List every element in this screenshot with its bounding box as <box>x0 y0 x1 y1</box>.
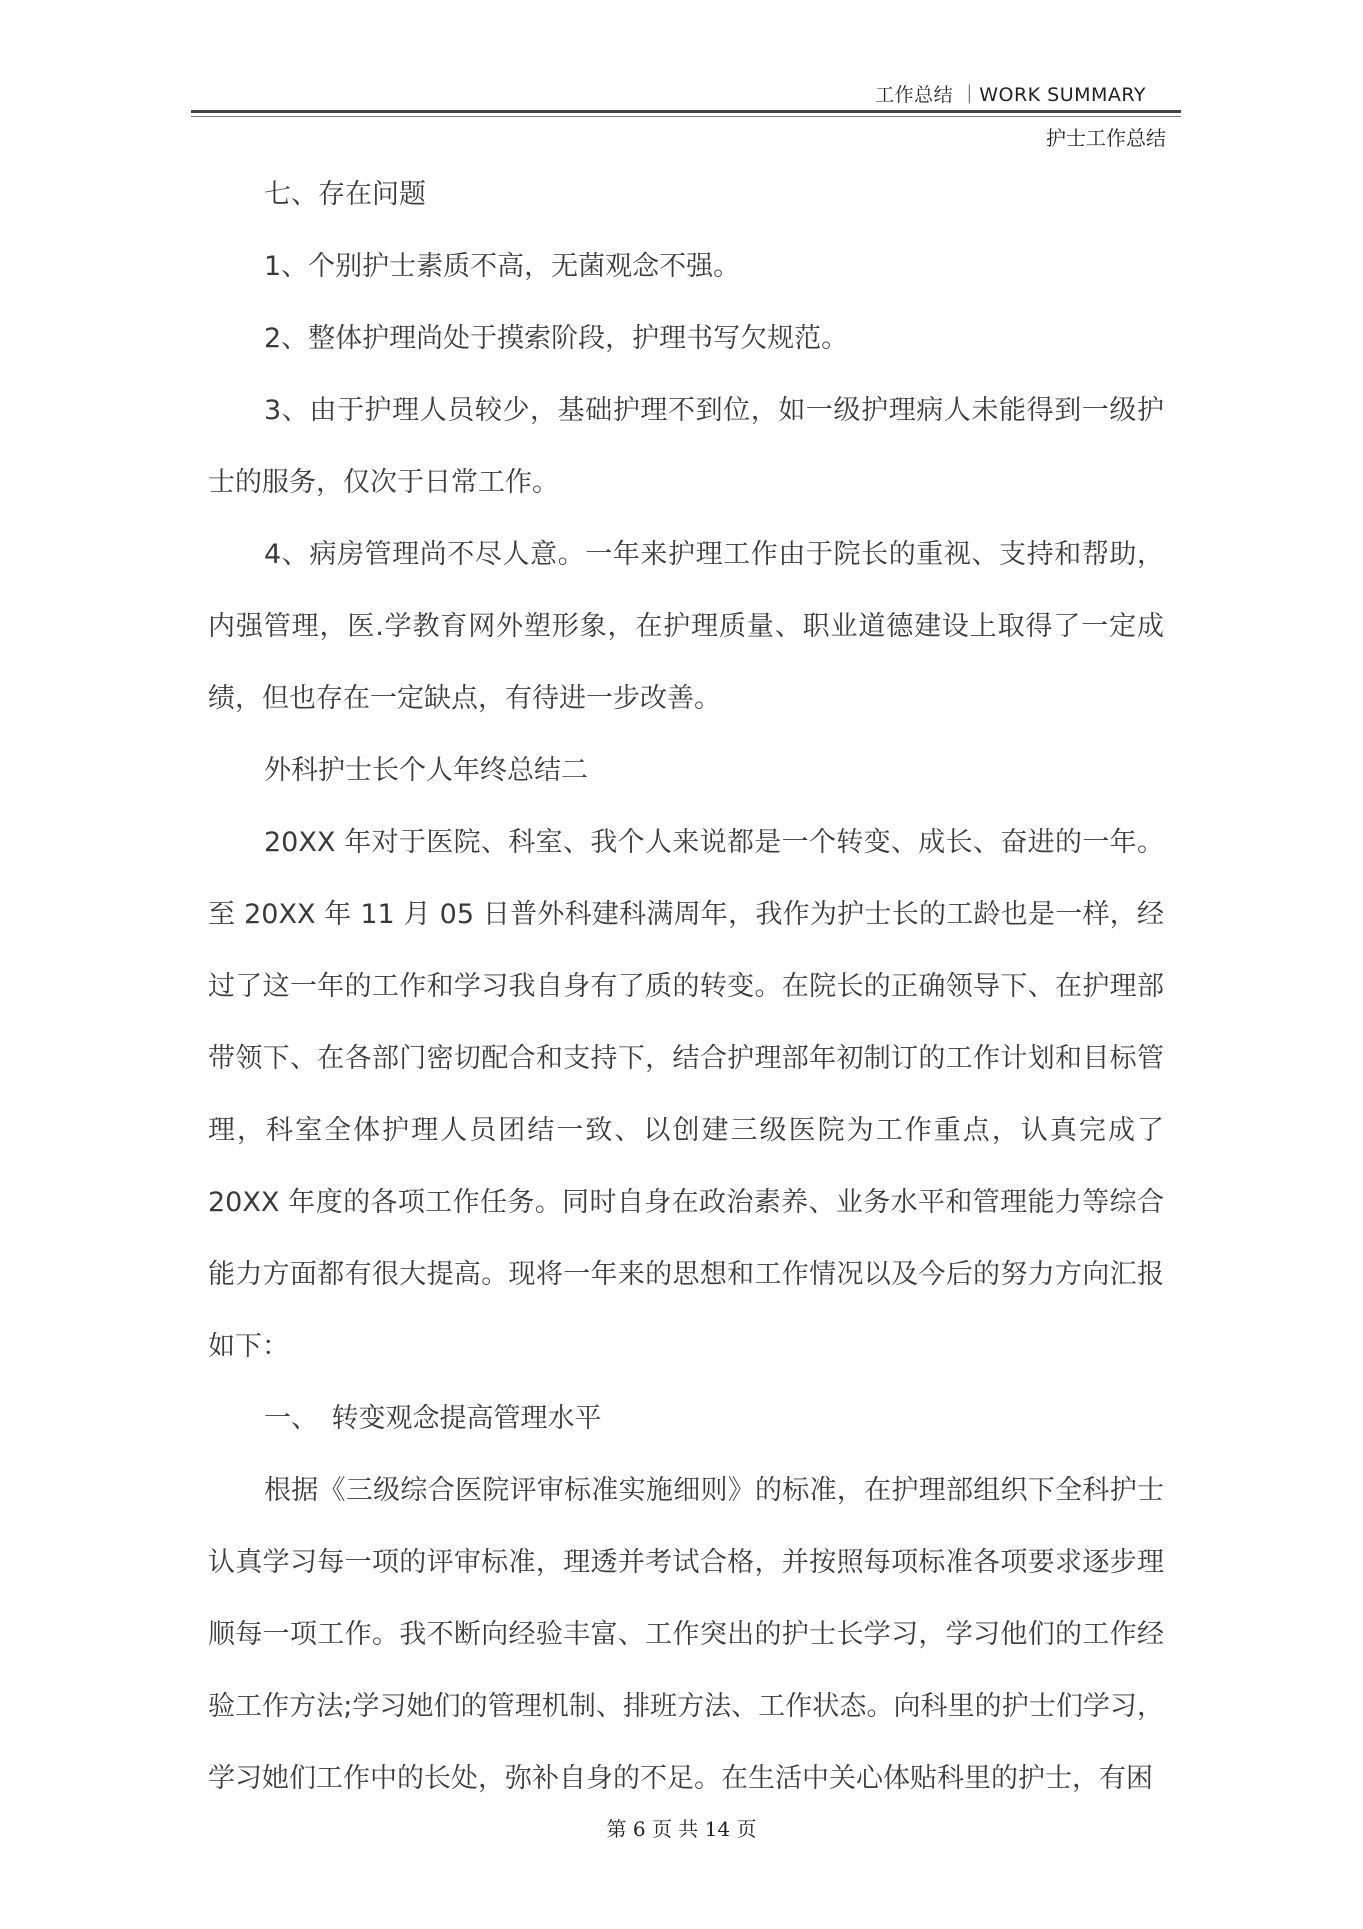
header-rule-thin <box>191 116 1181 117</box>
paragraph-intro: 20XX 年对于医院、科室、我个人来说都是一个转变、成长、奋进的一年。至 20XX 年 11 月 05 日普外科建科满周年，我作为护士长的工龄也是一样，经过了这一年的工作和学习我自身有了质的转变。在院长的正确领导下、在护理部带领下、在各部门密切配合和支持下，结合护理部年初制订的工作计划和目标管理，科室全体护理人员团结一致、以创建三级医院为工作重点，认真完成了 20XX 年度的各项工作任务。同时自身在政治素养、业务水平和管理能力等综合能力方面都有很大提高。现将一年来的思想和工作情况以及今后的努力方向汇报如下： <box>208 827 1164 1362</box>
header-subtitle: 护士工作总结 <box>1046 126 1166 150</box>
paragraph-problem-3: 3、由于护理人员较少，基础护理不到位，如一级护理病人未能得到一级护士的服务，仅次于日常工作。 <box>208 395 1164 498</box>
paragraph-management: 根据《三级综合医院评审标准实施细则》的标准，在护理部组织下全科护士认真学习每一项的评审标准，理透并考试合格，并按照每项标准各项要求逐步理顺每一项工作。我不断向经验丰富、工作突出的护士长学习，学习他们的工作经验工作方法;学习她们的管理机制、排班方法、工作状态。向科里的护士们学习，学习她们工作中的长处，弥补自身的不足。在生活中关心体贴科里的护士，有困 <box>208 1475 1164 1794</box>
section-heading-summary-two: 外科护士长个人年终总结二 <box>264 755 588 786</box>
page-number: 第 6 页 共 14 页 <box>606 1817 757 1841</box>
header-rule-thick <box>191 110 1181 113</box>
header-title: 工作总结 ｜WORK SUMMARY <box>875 84 1146 106</box>
paragraph-problem-2: 2、整体护理尚处于摸索阶段，护理书写欠规范。 <box>264 323 849 354</box>
paragraph-problem-4: 4、病房管理尚不尽人意。一年来护理工作由于院长的重视、支持和帮助，内强管理，医.学教育网外塑形象，在护理质量、职业道德建设上取得了一定成绩，但也存在一定缺点，有待进一步改善。 <box>208 539 1164 714</box>
paragraph-problem-1: 1、个别护士素质不高，无菌观念不强。 <box>264 251 741 282</box>
section-heading-problems: 七、存在问题 <box>264 179 426 210</box>
section-heading-management: 一、 转变观念提高管理水平 <box>264 1403 602 1434</box>
document-body <box>208 159 1164 1815</box>
